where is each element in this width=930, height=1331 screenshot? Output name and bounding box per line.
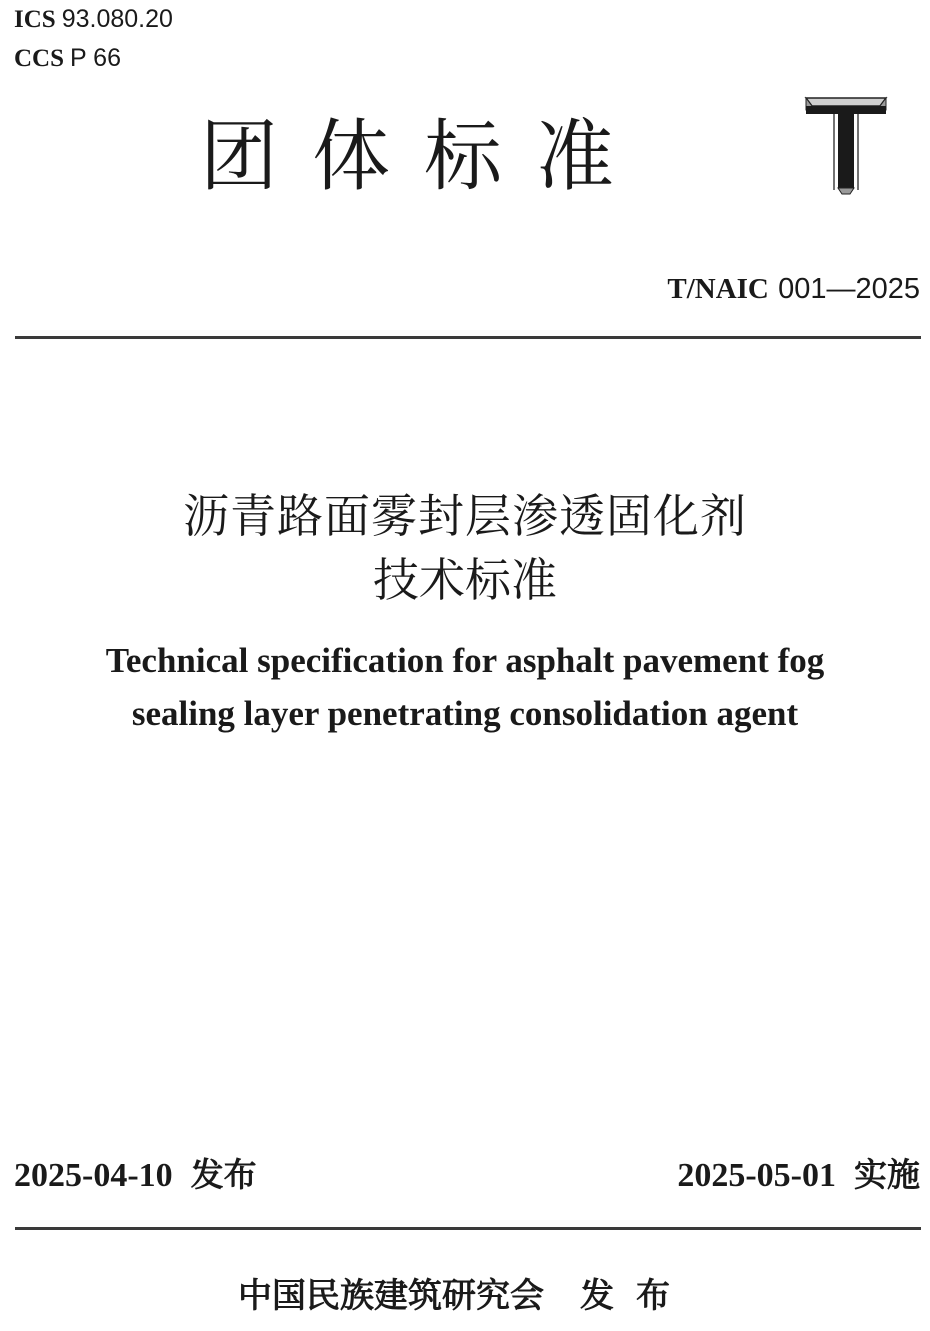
ics-label: ICS: [14, 6, 56, 33]
standard-number: [667, 270, 920, 307]
top-divider: [15, 336, 921, 339]
title-en-line2: sealing layer penetrating consolidation agent: [131, 694, 799, 733]
implement-date-row: [677, 1150, 920, 1201]
ccs-classification: [14, 43, 121, 74]
standard-type-heading: 团体标准: [200, 112, 649, 202]
title-cn-line1: 沥青路面雾封层渗透固化剂: [183, 489, 747, 543]
standard-number-value: 001—2025: [778, 273, 920, 305]
publisher-action: 发布: [580, 1276, 692, 1316]
standard-number-prefix: T/NAIC: [667, 273, 769, 305]
ics-classification: [14, 4, 173, 35]
ccs-code: P 66: [70, 44, 121, 72]
publisher-line: [0, 1268, 930, 1324]
publish-label: 发布: [190, 1155, 257, 1194]
t-standard-logo: [804, 96, 888, 196]
publisher-name: 中国民族建筑研究会: [238, 1276, 544, 1316]
title-cn-line2: 技术标准: [373, 553, 557, 607]
implement-date: 2025-05-01: [677, 1157, 836, 1194]
implement-label: 实施: [854, 1155, 920, 1194]
ccs-label: CCS: [14, 45, 65, 72]
publish-date: 2025-04-10: [14, 1157, 173, 1194]
publish-date-row: [14, 1150, 257, 1201]
ics-code: 93.080.20: [61, 5, 173, 33]
title-en-line1: Technical specification for asphalt pavement fog: [105, 641, 825, 680]
bottom-divider: [15, 1227, 921, 1230]
